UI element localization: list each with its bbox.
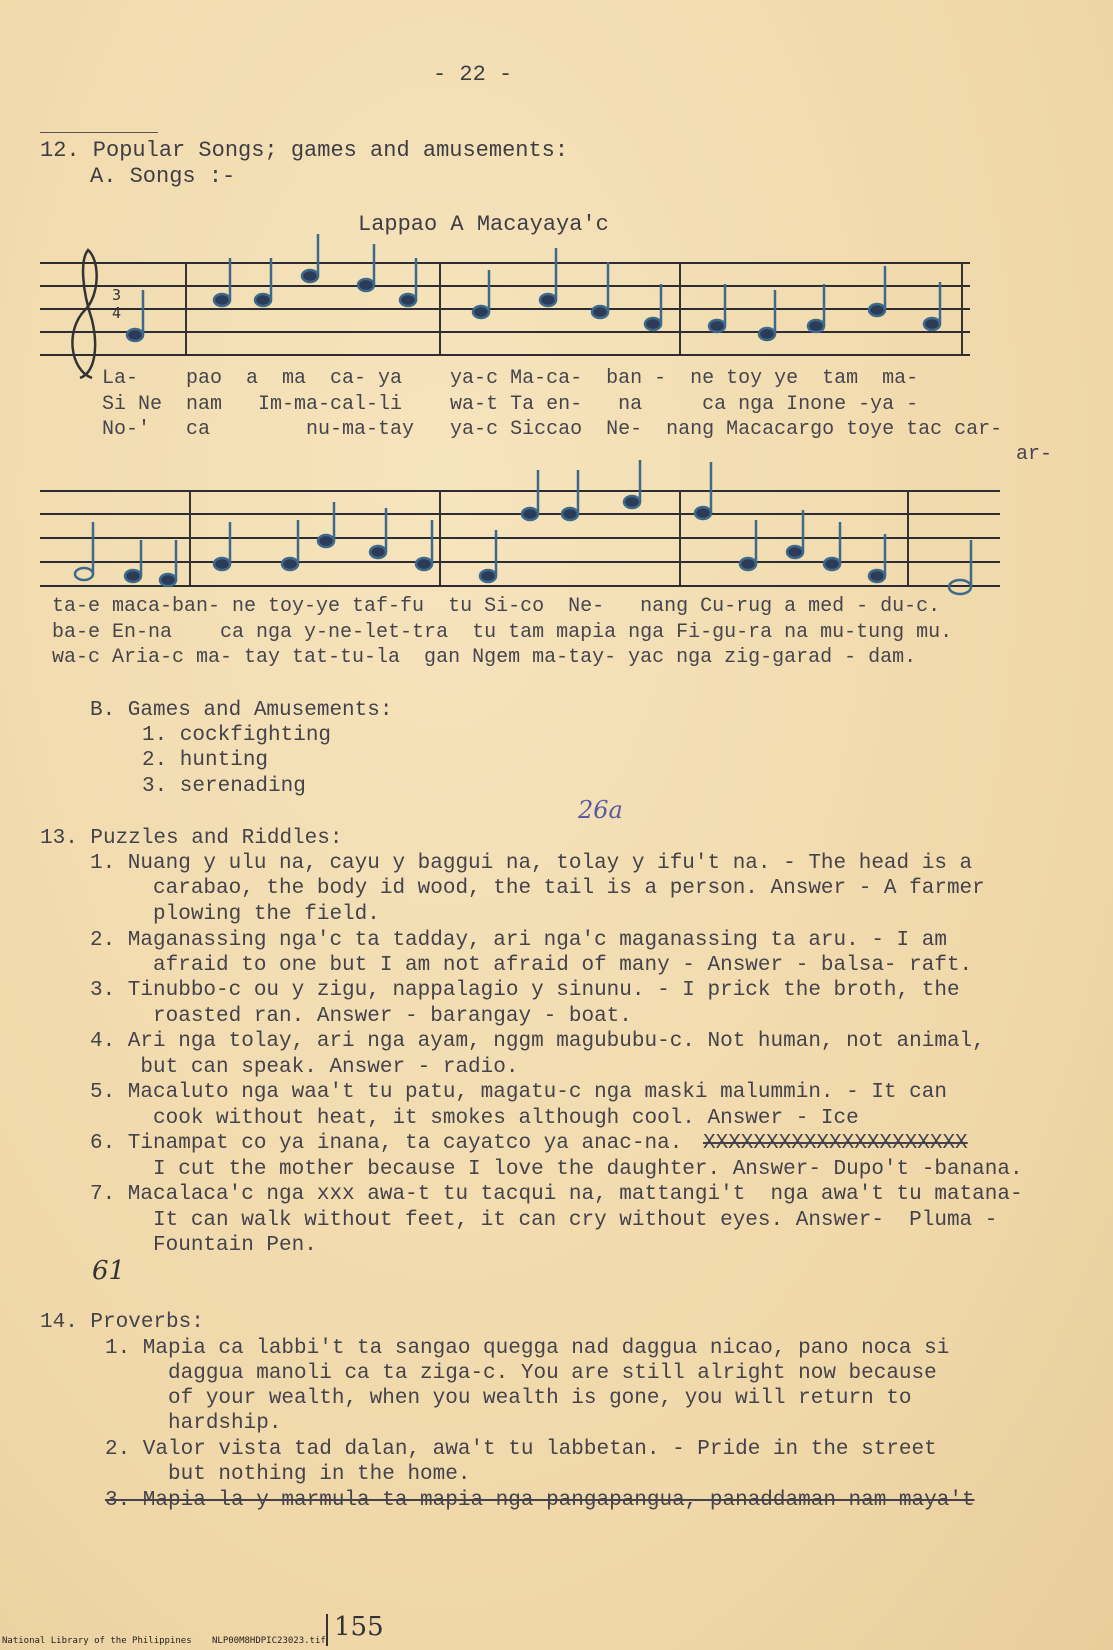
game-item-2: 2. hunting [142, 749, 269, 772]
riddle-line-4: 2. Maganassing nga'c ta tadday, ari nga'c maganassing ta aru. - I am [90, 929, 947, 952]
proverb-line-4: hardship. [105, 1412, 282, 1435]
proverb-line-1: 1. Mapia ca labbi't ta sangao quegga nad daggua nicao, pano noca si [105, 1337, 950, 1360]
footer-stamp-rule [326, 1614, 328, 1646]
riddle-line-7: roasted ran. Answer - barangay - boat. [90, 1005, 632, 1028]
struck-proverb-line: 3. Mapia la y marmula ta mapia nga pangapangua, panaddaman nam maya't [105, 1489, 975, 1512]
song-title: Lappao A Macayaya'c [358, 212, 609, 237]
footer-filename: NLP00M8HDPIC23023.tif [212, 1636, 326, 1646]
riddle-line-1: 1. Nuang y ulu na, cayu y baggui na, tolay y ifu't na. - The head is a [90, 852, 973, 875]
riddle-line-11: cook without heat, it smokes although cool. Answer - Ice [90, 1107, 859, 1130]
page-number: - 22 - [433, 62, 513, 87]
lyrics-2-line-1: ta-e maca-ban- ne toy-ye taf-fu tu Si-co Ne- nang Cu-rug a med - du-c. [52, 595, 941, 618]
lyrics-2-line-3: wa-c Aria-c ma- tay tat-tu-la gan Ngem ma-tay- yac nga zig-garad - dam. [52, 646, 917, 669]
proverb-line-5: 2. Valor vista tad dalan, awa't tu labbetan. - Pride in the street [105, 1438, 937, 1461]
riddle-line-12: 6. Tinampat co ya inana, ta cayatco ya anac-na. [90, 1132, 683, 1155]
lyrics-1-tail: ar- [1016, 443, 1053, 466]
riddle-line-16: Fountain Pen. [90, 1234, 317, 1257]
lyrics-2-line-2: ba-e En-na ca nga y-ne-let-tra tu tam mapia nga Fi-gu-ra na mu-tung mu. [52, 621, 953, 644]
riddle-line-14: 7. Macalaca'c nga xxx awa-t tu tacqui na, mattangi't nga awa't tu matana- [90, 1183, 1023, 1206]
game-item-3: 3. serenading [142, 775, 306, 798]
games-label: B. Games and Amusements: [90, 699, 393, 722]
proverb-line-3: of your wealth, when you wealth is gone, you will return to [105, 1387, 912, 1410]
riddle-line-10: 5. Macaluto nga waa't tu patu, magatu-c nga maski malummin. - It can [90, 1081, 947, 1104]
riddle-line-3: plowing the field. [90, 903, 380, 926]
riddle-line-2: carabao, the body id wood, the tail is a person. Answer - A farmer [90, 877, 985, 900]
section-14-heading: 14. Proverbs: [40, 1311, 204, 1334]
riddle-line-9: but can speak. Answer - radio. [90, 1056, 519, 1079]
proverb-line-2: daggua manoli ca ta ziga-c. You are still alright now because [105, 1362, 937, 1385]
riddle-line-8: 4. Ari nga tolay, ari nga ayam, nggm magububu-c. Not human, not animal, [90, 1030, 985, 1053]
songs-label: A. Songs :- [90, 164, 236, 189]
notes-2 [75, 460, 971, 594]
handwritten-mark: 61 [92, 1256, 126, 1286]
handwritten-page-annotation: 26a [578, 796, 623, 824]
riddle-line-6: 3. Tinubbo-c ou y zigu, nappalagio y sinunu. - I prick the broth, the [90, 979, 960, 1002]
time-sig-bottom: 4 [112, 304, 122, 322]
riddle-line-5: afraid to one but I am not afraid of many - Answer - balsa- raft. [90, 954, 973, 977]
game-item-1: 1. cockfighting [142, 724, 332, 747]
time-sig-top: 3 [112, 286, 122, 304]
riddle-line-15: It can walk without feet, it can cry without eyes. Answer- Pluma - [90, 1209, 998, 1232]
footer-stamp: 155 [334, 1612, 384, 1642]
proverb-line-6: but nothing in the home. [105, 1463, 471, 1486]
riddle-line-13: I cut the mother because I love the daughter. Answer- Dupo't -banana. [90, 1158, 1023, 1181]
section-12-heading: 12. Popular Songs; games and amusements: [40, 138, 569, 163]
section-13-heading: 13. Puzzles and Riddles: [40, 827, 343, 850]
lyrics-1-line-2: Si Ne nam Im-ma-cal-li wa-t Ta en- na ca nga Inone -ya - [102, 393, 919, 416]
struck-text: XXXXXXXXXXXXXXXXXXXXX [703, 1132, 968, 1155]
lyrics-1-line-1: La- pao a ma ca- ya ya-c Ma-ca- ban - ne toy ye tam ma- [102, 367, 919, 390]
footer-library: National Library of the Philippines [2, 1636, 192, 1646]
lyrics-1-line-3: No-' ca nu-ma-tay ya-c Siccao Ne- nang Macacargo toye tac car- [102, 418, 1003, 441]
